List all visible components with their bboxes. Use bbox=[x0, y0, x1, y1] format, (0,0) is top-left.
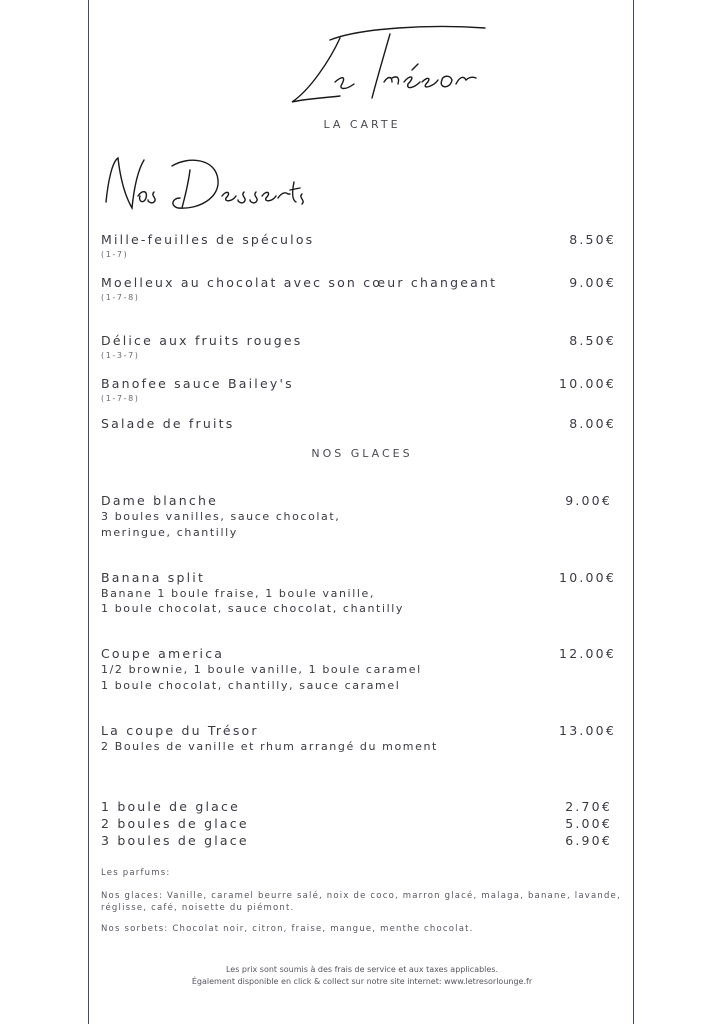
dessert-name-1: Mille-feuilles de spéculos bbox=[101, 232, 315, 247]
glace-desc-3a: 1/2 brownie, 1 boule vanille, 1 boule caramel bbox=[101, 663, 422, 676]
dessert-name-2: Moelleux au chocolat avec son cœur changeant bbox=[101, 275, 498, 290]
dessert-allergens-3: (1-3-7) bbox=[101, 351, 140, 360]
dessert-allergens-4: (1-7-8) bbox=[101, 394, 140, 403]
dessert-price-5: 8.00€ bbox=[569, 416, 616, 431]
glace-desc-1b: meringue, chantilly bbox=[101, 526, 238, 539]
dessert-allergens-1: (1-7) bbox=[101, 250, 129, 259]
footer-line-1: Les prix sont soumis à des frais de service et aux taxes applicables. bbox=[225, 965, 499, 974]
parfums-sorbets: Nos sorbets: Chocolat noir, citron, fraise, mangue, menthe chocolat. bbox=[101, 924, 474, 934]
nos-desserts-script-title bbox=[98, 152, 308, 220]
page-subtitle: LA CARTE bbox=[323, 118, 401, 131]
right-frame-line bbox=[633, 0, 634, 1024]
glace-price-2: 10.00€ bbox=[559, 570, 616, 585]
scoop-price-1: 2.70€ bbox=[565, 799, 612, 814]
glace-desc-1a: 3 boules vanilles, sauce chocolat, bbox=[101, 510, 341, 523]
glace-price-1: 9.00€ bbox=[565, 493, 612, 508]
left-frame-line bbox=[88, 0, 89, 1024]
glace-name-4: La coupe du Trésor bbox=[101, 723, 259, 738]
section-heading-glaces: NOS GLACES bbox=[311, 447, 413, 460]
scoop-name-1: 1 boule de glace bbox=[101, 799, 240, 814]
scoop-price-2: 5.00€ bbox=[565, 816, 612, 831]
glace-name-2: Banana split bbox=[101, 570, 206, 585]
dessert-price-3: 8.50€ bbox=[569, 333, 616, 348]
glace-desc-3b: 1 boule chocolat, chantilly, sauce caramel bbox=[101, 679, 401, 692]
le-tresor-logo bbox=[280, 20, 490, 120]
glace-price-3: 12.00€ bbox=[559, 646, 616, 661]
dessert-price-4: 10.00€ bbox=[559, 376, 616, 391]
footer bbox=[0, 964, 724, 988]
glace-desc-4a: 2 Boules de vanille et rhum arrangé du moment bbox=[101, 740, 438, 753]
parfums-glaces: Nos glaces: Vanille, caramel beurre salé, noix de coco, marron glacé, malaga, banane, lavande, réglisse, café, noisette du piémont. bbox=[101, 891, 621, 913]
scoop-price-3: 6.90€ bbox=[565, 833, 612, 848]
dessert-name-5: Salade de fruits bbox=[101, 416, 235, 431]
dessert-name-3: Délice aux fruits rouges bbox=[101, 333, 303, 348]
footer-line-2: Également disponible en click & collect sur notre site internet: www.letresorlounge.fr bbox=[191, 977, 533, 986]
glace-price-4: 13.00€ bbox=[559, 723, 616, 738]
parfums-label: Les parfums: bbox=[101, 868, 171, 878]
glace-desc-2a: Banane 1 boule fraise, 1 boule vanille, bbox=[101, 587, 375, 600]
dessert-allergens-2: (1-7-8) bbox=[101, 293, 140, 302]
dessert-price-1: 8.50€ bbox=[569, 232, 616, 247]
scoop-name-2: 2 boules de glace bbox=[101, 816, 249, 831]
glace-desc-2b: 1 boule chocolat, sauce chocolat, chantilly bbox=[101, 602, 405, 615]
dessert-name-4: Banofee sauce Bailey's bbox=[101, 376, 294, 391]
glace-name-1: Dame blanche bbox=[101, 493, 219, 508]
scoop-name-3: 3 boules de glace bbox=[101, 833, 249, 848]
dessert-price-2: 9.00€ bbox=[569, 275, 616, 290]
glace-name-3: Coupe america bbox=[101, 646, 225, 661]
